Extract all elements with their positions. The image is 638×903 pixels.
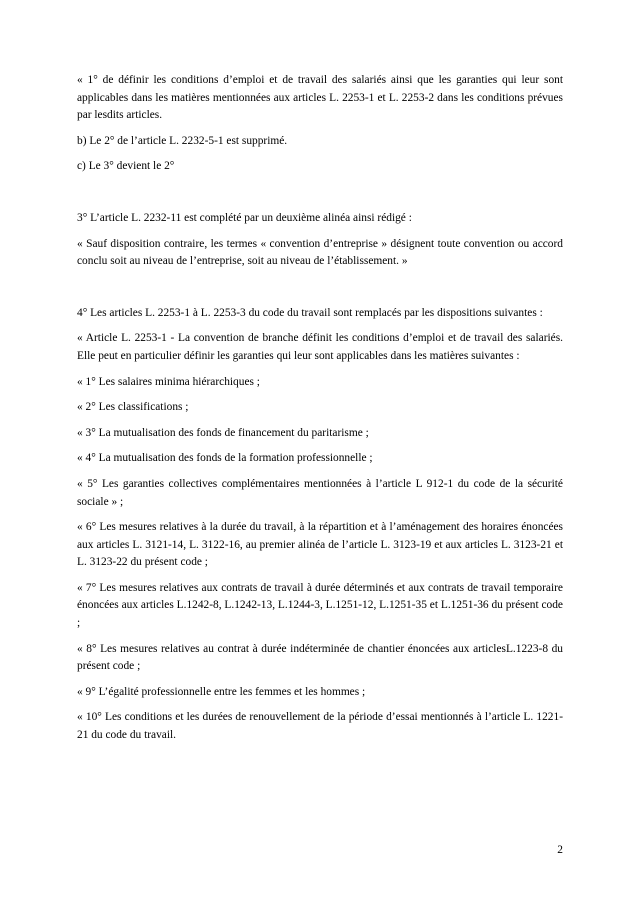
list-item-10: « 10° Les conditions et les durées de renouvellement de la période d’essai mentionnés à l’article L. 1221-21 du code du travail. — [77, 711, 563, 742]
list-item-7: « 7° Les mesures relatives aux contrats de travail à durée déterminés et aux contrats de travail temporaire énoncées aux articles L.1242-8, L.1242-13, L.1244-3, L.1251-12, L.1251-35 et L.1251-36 du présent code ; — [77, 581, 563, 630]
paragraph-convention-entreprise: « Sauf disposition contraire, les termes « convention d’entreprise » désignent toute convention ou accord conclu soit au niveau de l’entreprise, soit au niveau de l’établissement. » — [77, 237, 563, 268]
paragraph-alinea-1: « 1° de définir les conditions d’emploi et de travail des salariés ainsi que les garanties qui leur sont applicables dans les matières mentionnées aux articles L. 2253-1 et L. 2253-2 dans les conditions prévues par lesdits articles. — [77, 74, 563, 122]
list-item-8: « 8° Les mesures relatives au contrat à durée indéterminée de chantier énoncées aux articlesL.1223-8 du présent code ; — [77, 642, 563, 673]
list-item-9: « 9° L’égalité professionnelle entre les femmes et les hommes ; — [77, 685, 366, 698]
list-item-2: « 2° Les classifications ; — [77, 401, 189, 414]
list-item-4: « 4° La mutualisation des fonds de la formation professionnelle ; — [77, 452, 373, 465]
paragraph-3: 3° L’article L. 2232-11 est complété par un deuxième alinéa ainsi rédigé : — [77, 211, 412, 224]
paragraph-c: c) Le 3° devient le 2° — [77, 160, 175, 173]
list-item-1: « 1° Les salaires minima hiérarchiques ; — [77, 375, 260, 388]
page-number: 2 — [557, 844, 563, 856]
page-body — [77, 72, 563, 753]
list-item-3: « 3° La mutualisation des fonds de financement du paritarisme ; — [77, 426, 369, 439]
paragraph-article-l2253-1: « Article L. 2253-1 - La convention de branche définit les conditions d’emploi et de travail des salariés. Elle peut en particulier définir les garanties qui leur sont applicables dans les matières suivantes : — [77, 332, 563, 362]
list-item-5: « 5° Les garanties collectives complémentaires mentionnées à l’article L 912-1 du code de la sécurité sociale » ; — [77, 477, 563, 508]
paragraph-b: b) Le 2° de l’article L. 2232-5-1 est supprimé. — [77, 134, 288, 147]
list-item-6: « 6° Les mesures relatives à la durée du travail, à la répartition et à l’aménagement des horaires énoncées aux articles L. 3121-14, L. 3122-16, au premier alinéa de l’article L. 3123-19 et aux articles L. 3123-21 et L. 3123-22 du présent code ; — [77, 521, 563, 569]
paragraph-4: 4° Les articles L. 2253-1 à L. 2253-3 du code du travail sont remplacés par les dispositions suivantes : — [77, 306, 543, 319]
